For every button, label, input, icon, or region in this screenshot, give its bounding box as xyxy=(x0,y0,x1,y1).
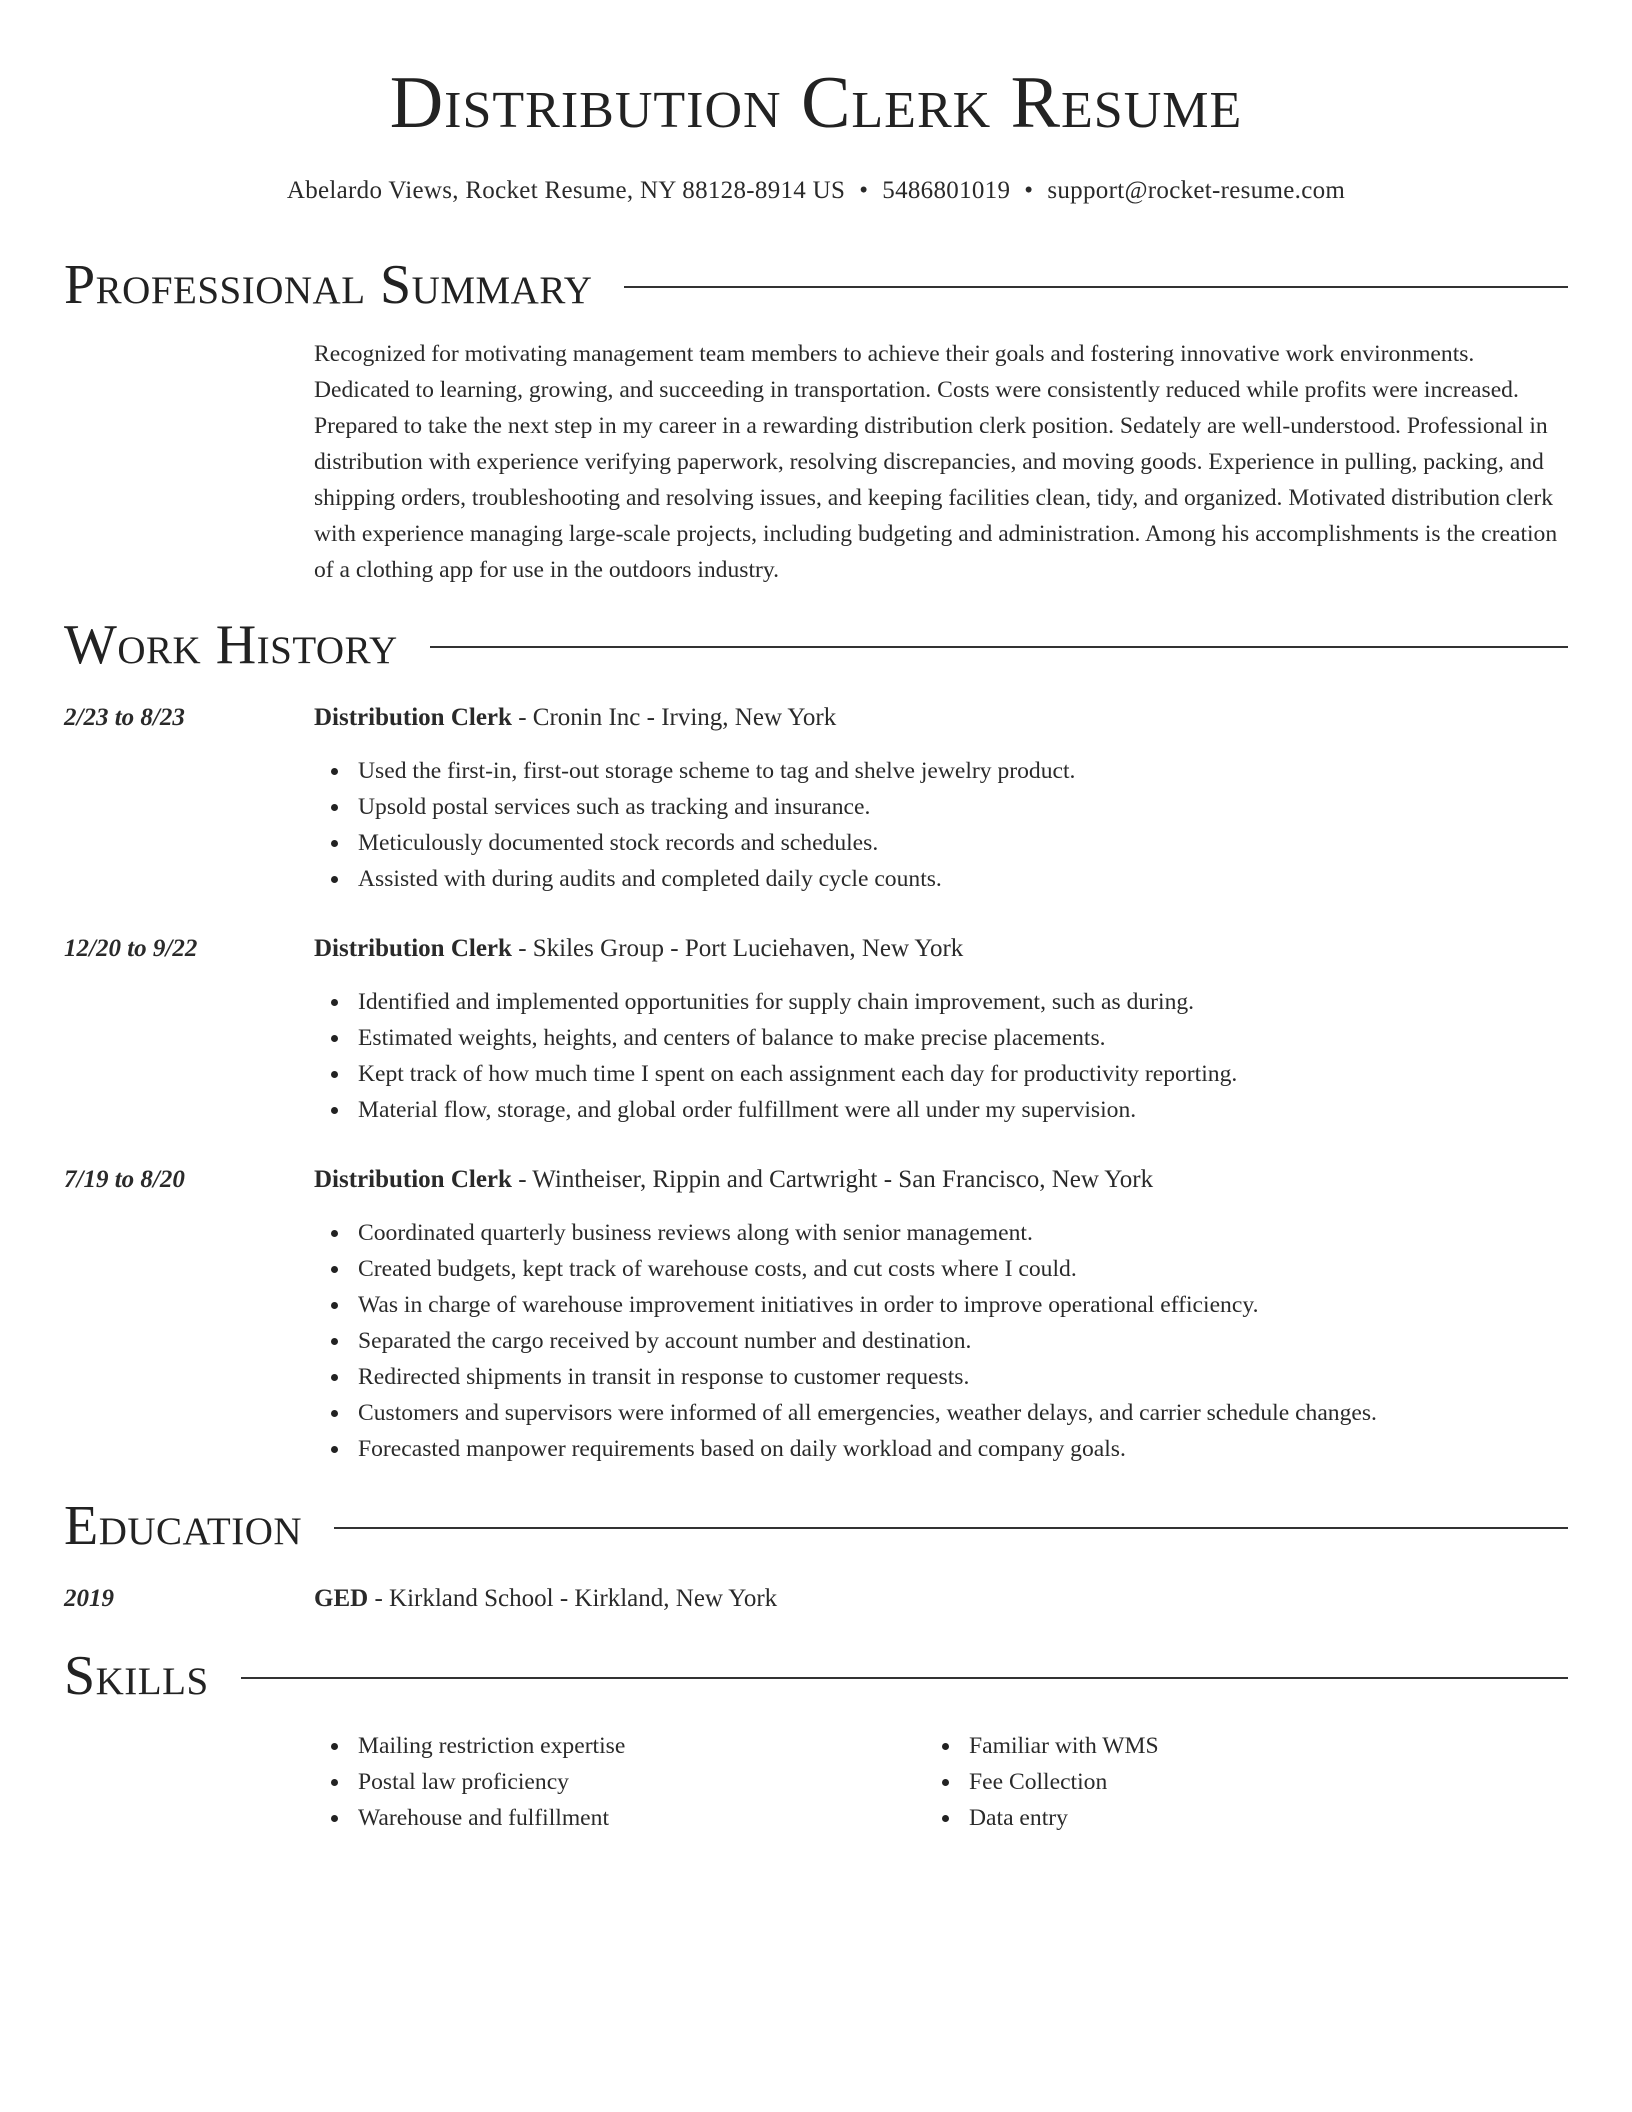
contact-separator: • xyxy=(859,177,869,204)
job-bullet: Separated the cargo received by account number and destination. xyxy=(358,1323,1377,1359)
job-details: - Skiles Group - Port Luciehaven, New York xyxy=(511,935,964,962)
job-title: Distribution Clerk xyxy=(314,704,512,731)
skill-item: Warehouse and fulfillment xyxy=(358,1800,625,1836)
skill-item: Mailing restriction expertise xyxy=(358,1728,625,1764)
job-bullet: Coordinated quarterly business reviews along with senior management. xyxy=(358,1215,1377,1251)
section-header-education xyxy=(64,1493,1568,1559)
job-bullets xyxy=(314,753,1075,897)
section-title-work-history: Work History xyxy=(64,614,398,676)
job-bullet: Customers and supervisors were informed of all emergencies, weather delays, and carrier schedule changes. xyxy=(358,1395,1377,1431)
section-header-work-history xyxy=(64,612,1568,678)
job-bullet: Assisted with during audits and completed daily cycle counts. xyxy=(358,861,1075,897)
section-divider xyxy=(334,1527,1568,1529)
job-bullet: Estimated weights, heights, and centers of balance to make precise placements. xyxy=(358,1020,1237,1056)
skill-item: Postal law proficiency xyxy=(358,1764,625,1800)
job-bullet: Created budgets, kept track of warehouse costs, and cut costs where I could. xyxy=(358,1251,1377,1287)
job-bullet: Used the first-in, first-out storage scheme to tag and shelve jewelry product. xyxy=(358,753,1075,789)
job-bullet: Meticulously documented stock records and schedules. xyxy=(358,825,1075,861)
job-details: - Wintheiser, Rippin and Cartwright - San Francisco, New York xyxy=(511,1166,1154,1193)
education-heading xyxy=(314,1582,777,1616)
job-bullet: Forecasted manpower requirements based on daily workload and company goals. xyxy=(358,1431,1377,1467)
job-title: Distribution Clerk xyxy=(314,1166,512,1193)
job-bullet: Kept track of how much time I spent on each assignment each day for productivity reporting. xyxy=(358,1056,1237,1092)
skill-item: Data entry xyxy=(969,1800,1159,1836)
skill-item: Fee Collection xyxy=(969,1764,1159,1800)
job-heading xyxy=(314,701,836,735)
section-divider xyxy=(624,286,1568,288)
job-heading xyxy=(314,1163,1153,1197)
job-details: - Cronin Inc - Irving, New York xyxy=(511,704,837,731)
section-title-summary: Professional Summary xyxy=(64,254,593,316)
education-year: 2019 xyxy=(64,1585,114,1612)
job-title: Distribution Clerk xyxy=(314,935,512,962)
summary-text: Recognized for motivating management team members to achieve their goals and fostering innovative work environments. Dedicated to learning, growing, and succeeding in transportation. Costs were consistently reduced while profits were increased. Prepared to take the next step in my career in a rewarding distribution clerk position. Sedately are well-understood. Professional in distribution with experience verifying paperwork, resolving discrepancies, and moving goods. Experience in pulling, packing, and shipping orders, troubleshooting and resolving issues, and keeping facilities clean, tidy, and organized. Motivated distribution clerk with experience managing large-scale projects, including budgeting and administration. Among his accomplishments is the creation of a clothing app for use in the outdoors industry. xyxy=(314,341,1558,583)
job-dates: 12/20 to 9/22 xyxy=(64,935,198,962)
job-bullet: Upsold postal services such as tracking and insurance. xyxy=(358,789,1075,825)
job-bullet: Material flow, storage, and global order fulfillment were all under my supervision. xyxy=(358,1092,1237,1128)
job-heading xyxy=(314,932,963,966)
section-divider xyxy=(430,646,1568,648)
job-dates: 7/19 to 8/20 xyxy=(64,1166,185,1193)
skills-list-right xyxy=(925,1728,1159,1836)
section-header-skills xyxy=(64,1643,1568,1709)
job-bullet: Was in charge of warehouse improvement initiatives in order to improve operational efficiency. xyxy=(358,1287,1377,1323)
section-title-education: Education xyxy=(64,1495,303,1557)
job-bullets xyxy=(314,1215,1377,1467)
section-header-summary xyxy=(64,252,1568,318)
contact-line xyxy=(0,174,1632,208)
contact-phone: 5486801019 xyxy=(882,177,1011,204)
job-bullet: Redirected shipments in transit in response to customer requests. xyxy=(358,1359,1377,1395)
job-dates: 2/23 to 8/23 xyxy=(64,704,185,731)
skills-list-left xyxy=(314,1728,625,1836)
contact-email: support@rocket-resume.com xyxy=(1047,177,1346,204)
contact-separator: • xyxy=(1024,177,1034,204)
section-title-skills: Skills xyxy=(64,1645,209,1707)
skill-item: Familiar with WMS xyxy=(969,1728,1159,1764)
section-divider xyxy=(241,1677,1568,1679)
education-details: - Kirkland School - Kirkland, New York xyxy=(368,1585,778,1612)
resume-title: Distribution Clerk Resume xyxy=(389,62,1243,144)
education-degree: GED xyxy=(314,1585,369,1612)
contact-address: Abelardo Views, Rocket Resume, NY 88128-8914 US xyxy=(286,177,846,204)
job-bullets xyxy=(314,984,1237,1128)
job-bullet: Identified and implemented opportunities for supply chain improvement, such as during. xyxy=(358,984,1237,1020)
